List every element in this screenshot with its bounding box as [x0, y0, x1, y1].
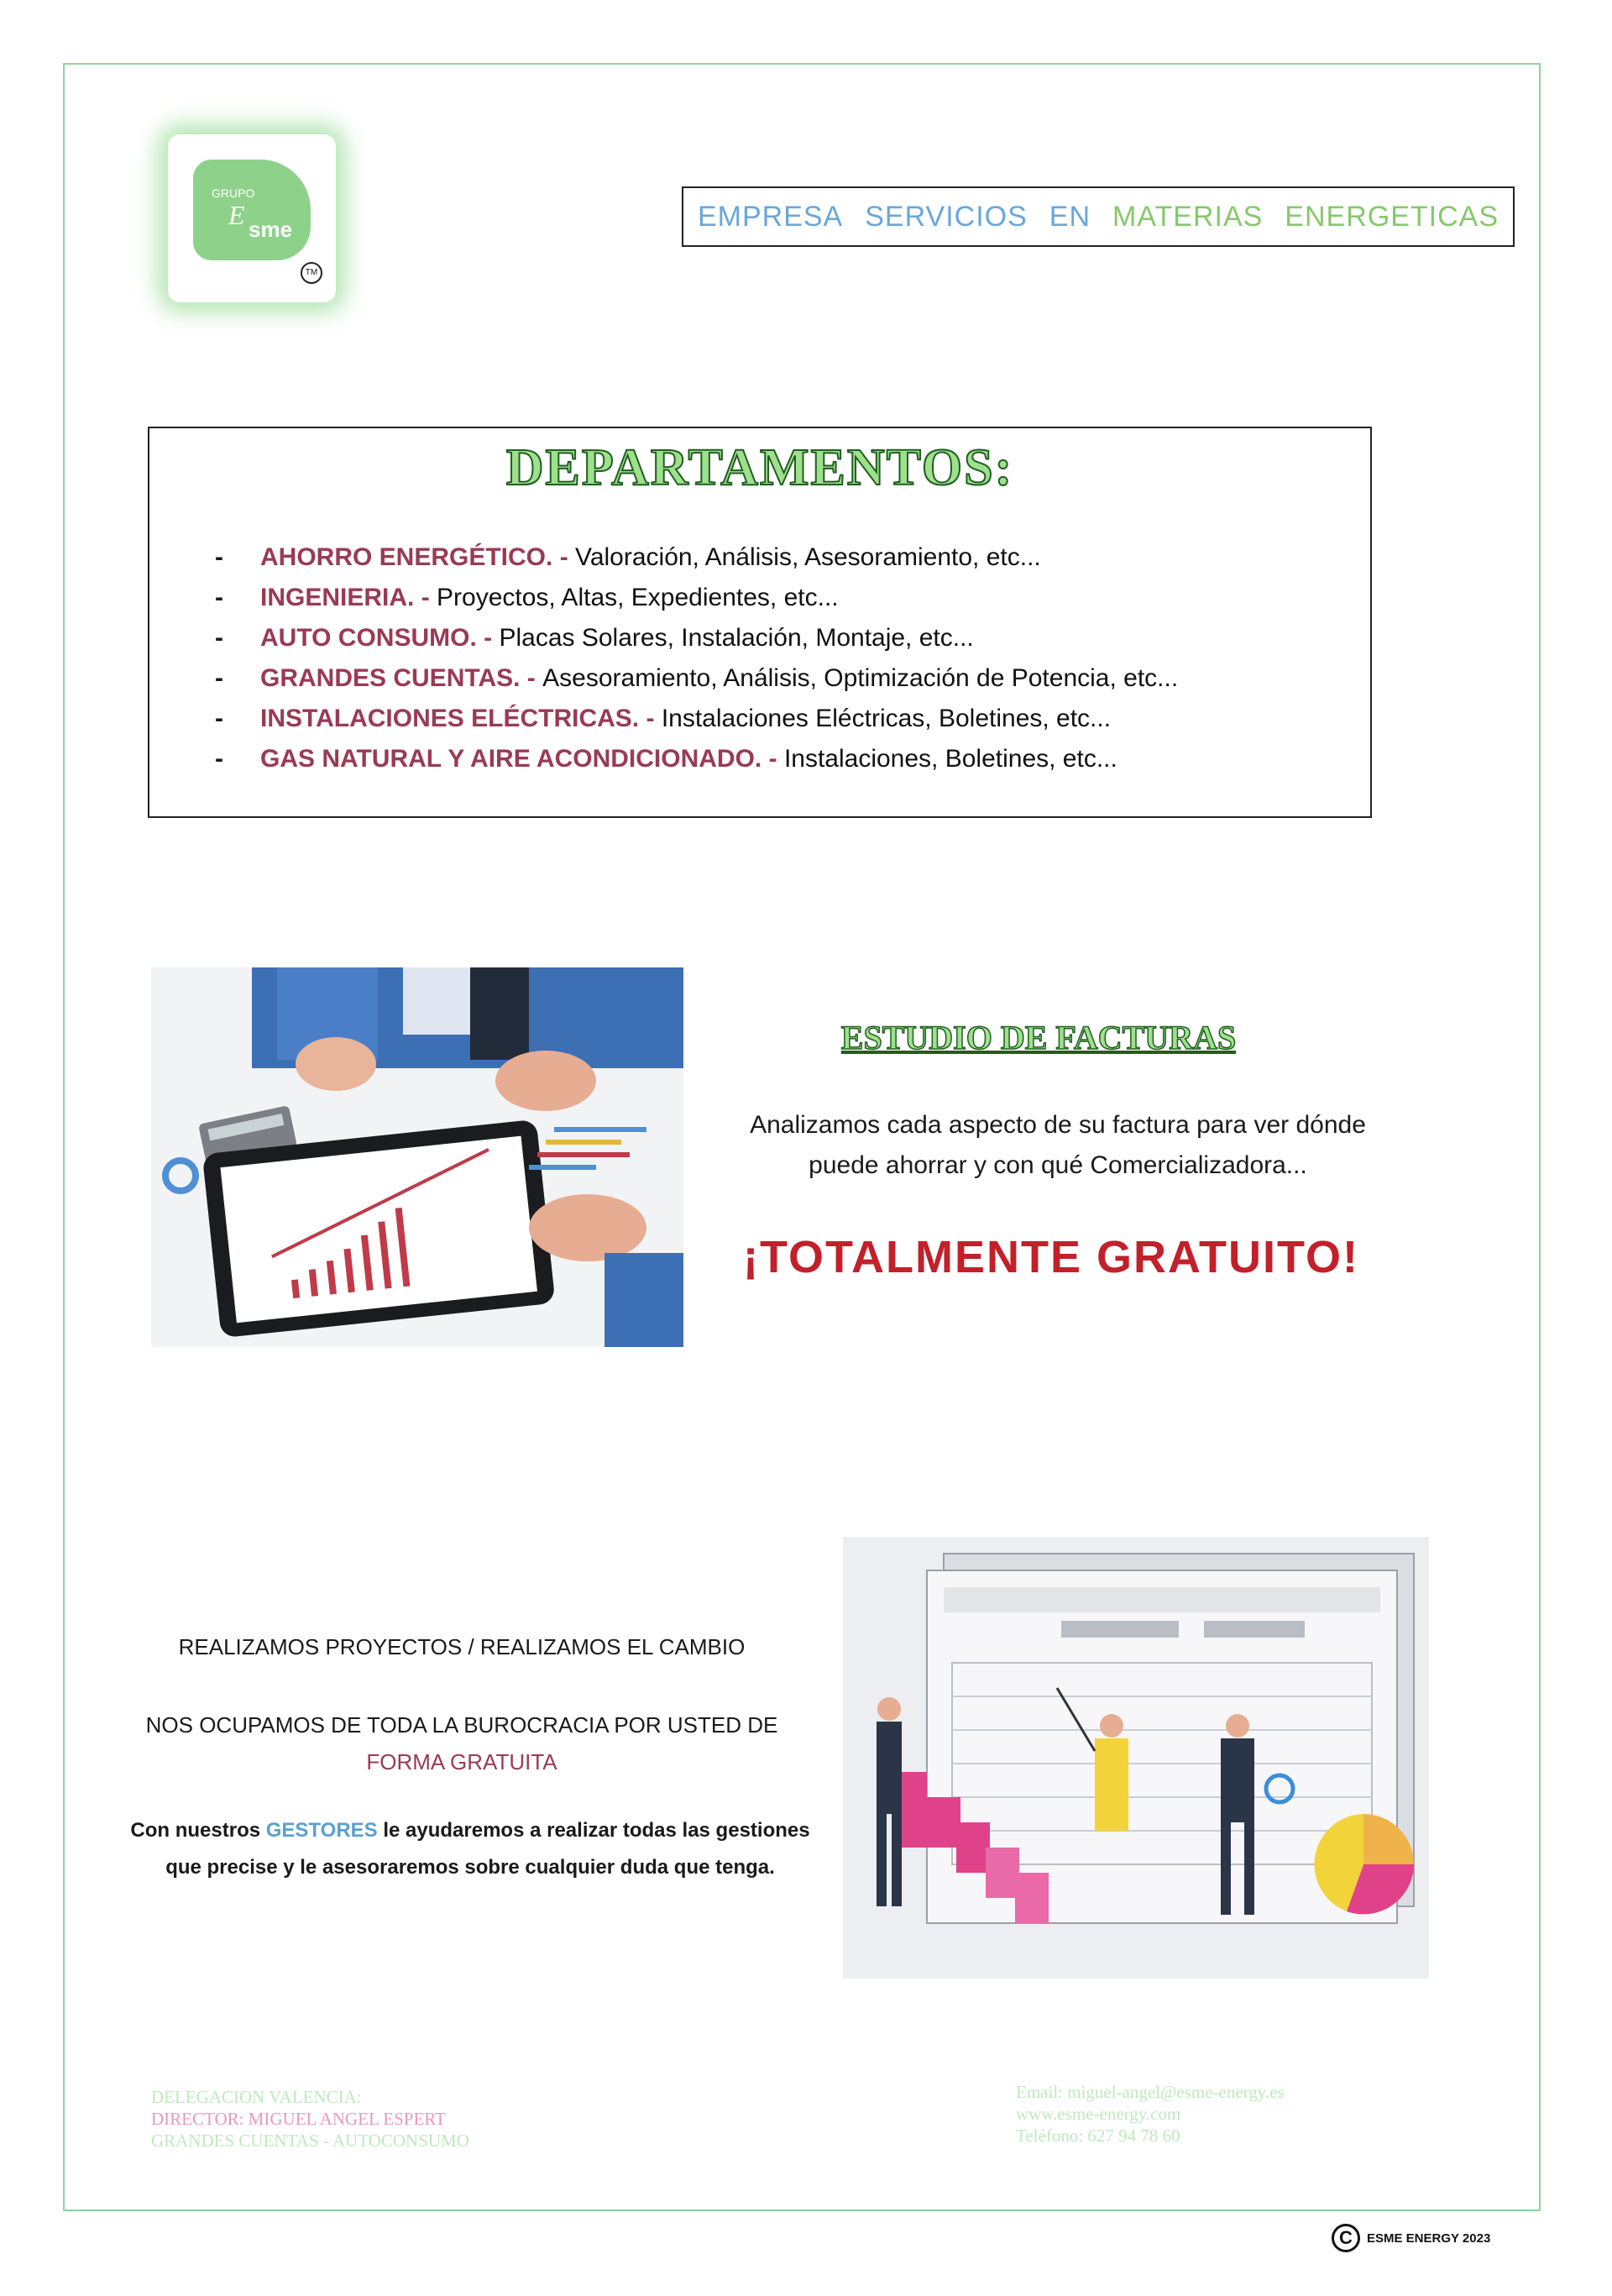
tablet-analysis-image — [151, 967, 683, 1347]
copyright — [1332, 2224, 1490, 2252]
gestores-highlight: GESTORES — [265, 1819, 378, 1842]
department-separator: - — [552, 543, 576, 571]
burocracia-text — [143, 1706, 781, 1780]
departments-list — [215, 537, 1178, 779]
header-word-empresa: EMPRESA — [697, 200, 844, 233]
departments-box — [148, 427, 1372, 818]
footer-phone: Teléfono: 627 94 78 60 — [1016, 2126, 1180, 2146]
department-description: Asesoramiento, Análisis, Optimización de Potencia, etc... — [542, 664, 1179, 692]
footer-area-line: GRANDES CUENTAS - AUTOCONSUMO — [151, 2131, 469, 2151]
header-word-energeticas: ENERGETICAS — [1285, 200, 1499, 233]
bullet-dash: - — [215, 664, 223, 692]
gestores-line-2: que precise y le asesoraremos sobre cualquier duda que tenga. — [165, 1856, 775, 1879]
estudio-line-1: Analizamos cada aspecto de su factura para ver dónde — [750, 1111, 1366, 1139]
footer-website: www.esme-energy.com — [1016, 2104, 1181, 2124]
gestores-prefix: Con nuestros — [130, 1819, 266, 1842]
grupo-esme-logo — [168, 134, 336, 302]
department-separator: - — [414, 584, 437, 611]
logo-shape — [193, 160, 311, 260]
burocracia-line-1: NOS OCUPAMOS DE TODA LA BUROCRACIA POR USTED DE — [145, 1712, 778, 1738]
logo-sme-text: sme — [249, 217, 293, 242]
bullet-dash: - — [215, 624, 223, 652]
bullet-dash: - — [215, 584, 223, 611]
bullet-dash: - — [215, 543, 223, 571]
copyright-text: ESME ENERGY 2023 — [1367, 2230, 1491, 2246]
bullet-dash: - — [215, 705, 223, 732]
department-item — [215, 739, 1178, 779]
department-description: Valoración, Análisis, Asesoramiento, etc... — [575, 543, 1041, 571]
estudio-description — [688, 1105, 1427, 1186]
footer-email: Email: miguel-angel@esme-energy.es — [1016, 2082, 1285, 2102]
footer-delegation-line: DELEGACION VALENCIA: — [151, 2087, 362, 2107]
logo-grupo-text: GRUPO — [212, 186, 255, 200]
department-name: AUTO CONSUMO. — [260, 624, 477, 652]
department-separator: - — [639, 705, 662, 732]
department-description: Placas Solares, Instalación, Montaje, etc... — [499, 624, 974, 652]
gestores-line-1 — [126, 1812, 814, 1849]
bullet-dash: - — [215, 745, 223, 773]
totalmente-gratuito: ¡TOTALMENTE GRATUITO! — [743, 1232, 1359, 1282]
department-description: Proyectos, Altas, Expedientes, etc... — [437, 584, 839, 611]
department-item — [215, 537, 1178, 578]
department-separator: - — [762, 745, 784, 773]
logo-e-text: E — [228, 200, 245, 230]
department-item — [215, 699, 1178, 739]
departments-title: DEPARTAMENTOS: — [505, 439, 1014, 496]
department-name: INSTALACIONES ELÉCTRICAS. — [260, 705, 640, 732]
company-header-box — [682, 186, 1515, 247]
trademark-icon: TM — [301, 262, 322, 284]
department-name: GAS NATURAL Y AIRE ACONDICIONADO. — [260, 745, 762, 773]
department-name: INGENIERIA. — [260, 584, 415, 611]
footer-contact — [1016, 2081, 1285, 2147]
estudio-facturas-title: ESTUDIO DE FACTURAS — [840, 1019, 1237, 1056]
department-name: AHORRO ENERGÉTICO. — [260, 543, 553, 571]
department-description: Instalaciones, Boletines, etc... — [783, 745, 1117, 773]
copyright-icon: C — [1332, 2224, 1360, 2252]
department-item — [215, 658, 1178, 699]
department-separator: - — [520, 664, 543, 692]
department-description: Instalaciones Eléctricas, Boletines, etc... — [661, 705, 1112, 732]
footer-delegation — [151, 2086, 469, 2152]
gestores-suffix: le ayudaremos a realizar todas las gestiones — [377, 1819, 810, 1842]
footer-director-line: DIRECTOR: MIGUEL ANGEL ESPERT — [151, 2109, 446, 2129]
department-separator: - — [476, 624, 500, 652]
estudio-line-2: puede ahorrar y con qué Comercializadora... — [809, 1151, 1307, 1179]
department-item — [215, 578, 1178, 618]
burocracia-line-2: FORMA GRATUITA — [366, 1749, 557, 1774]
department-item — [215, 618, 1178, 658]
department-name: GRANDES CUENTAS. — [260, 664, 521, 692]
proyectos-line: REALIZAMOS PROYECTOS / REALIZAMOS EL CAMBIO — [178, 1634, 746, 1659]
header-word-servicios: SERVICIOS — [865, 200, 1028, 233]
header-word-materias: MATERIAS — [1112, 200, 1264, 233]
invoice-team-illustration — [843, 1537, 1429, 1979]
gestores-text — [126, 1812, 814, 1886]
header-word-en: EN — [1049, 200, 1091, 233]
